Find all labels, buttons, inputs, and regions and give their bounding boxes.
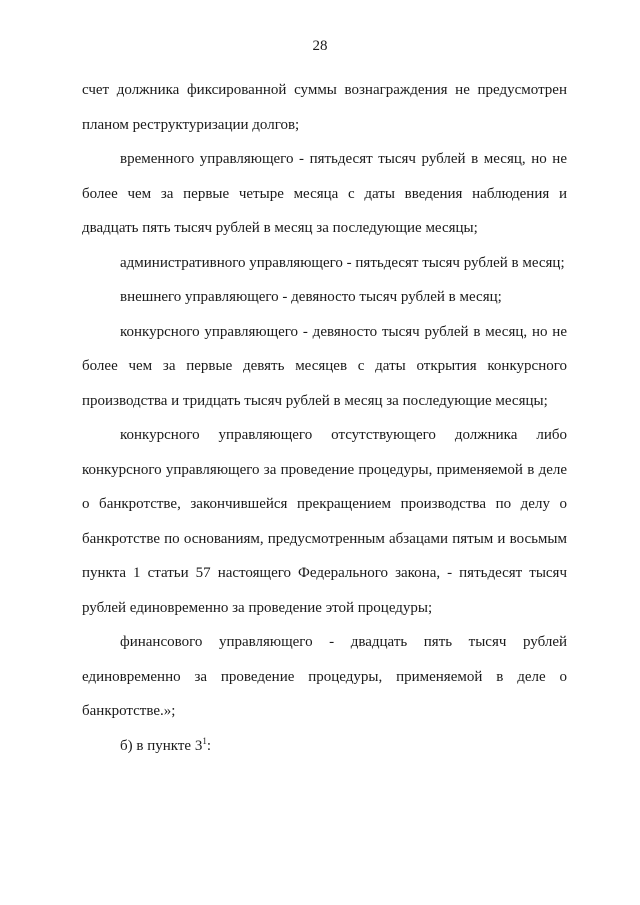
paragraph-absent-debtor-manager: конкурсного управляющего отсутствующего должника либо конкурсного управляющего за проведение процедуры, применяемой в деле о банкротстве, закончившейся прекращением производства по делу о банкротстве по основаниям, предусмотренным абзацами пятым и восьмым пункта 1 статьи 57 настоящего Федерального закона, - пятьдесят тысяч рублей единовременно за проведение этой процедуры; (82, 427, 567, 616)
paragraph-continuation: счет должника фиксированной суммы вознаграждения не предусмотрен планом реструктуризации долгов; (82, 82, 567, 133)
item-b-superscript: 1 (202, 735, 207, 746)
item-b-prefix: б) в пункте 3 (120, 737, 203, 754)
paragraph-bankruptcy-manager: конкурсного управляющего - девяносто тысяч рублей в месяц, но не более чем за первые девять месяцев с даты открытия конкурсного производства и тридцать тысяч рублей в месяц за последующие месяцы; (82, 323, 567, 409)
paragraph-temporary-manager: временного управляющего - пятьдесят тысяч рублей в месяц, но не более чем за первые четыре месяца с даты введения наблюдения и двадцать пять тысяч рублей в месяц за последующие месяцы; (82, 151, 567, 236)
document-body (82, 73, 567, 763)
item-b-suffix: : (206, 737, 211, 754)
paragraph-financial-manager: финансового управляющего - двадцать пять тысяч рублей единовременно за проведение процедуры, применяемой в деле о банкротстве.»; (82, 634, 567, 719)
paragraph-item-b (82, 729, 567, 764)
paragraph-external-manager: внешнего управляющего - девяносто тысяч рублей в месяц; (120, 289, 502, 305)
page-number: 28 (312, 38, 328, 54)
paragraph-administrative-manager: административного управляющего - пятьдесят тысяч рублей в месяц; (120, 254, 565, 271)
